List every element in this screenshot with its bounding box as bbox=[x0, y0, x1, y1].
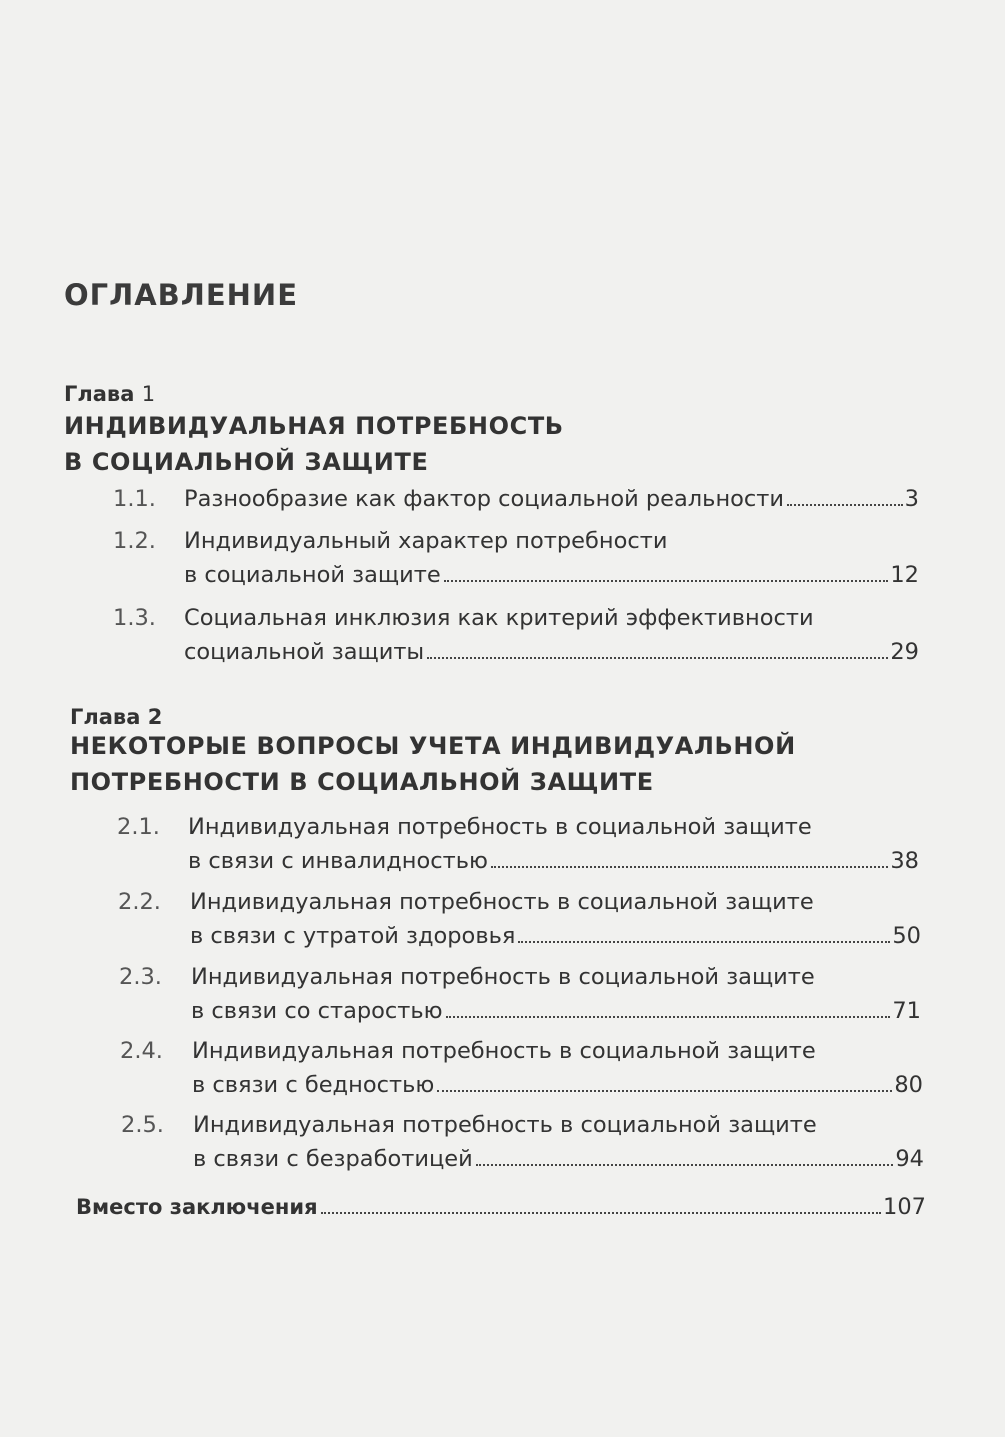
chapter-title-line: ПОТРЕБНОСТИ В СОЦИАЛЬНОЙ ЗАЩИТЕ bbox=[70, 768, 654, 796]
entry-page-number: 80 bbox=[894, 1072, 923, 1098]
entry-page-number: 3 bbox=[904, 486, 919, 512]
chapter-2-label bbox=[70, 705, 162, 729]
entry-title-continued: в связи с безработицей bbox=[193, 1146, 473, 1172]
chapter-1-label bbox=[64, 382, 155, 406]
dot-leader bbox=[437, 1089, 892, 1092]
toc-entry[interactable] bbox=[120, 1034, 923, 1102]
dot-leader bbox=[476, 1163, 894, 1166]
entry-title: Индивидуальная потребность в социальной защите bbox=[193, 1112, 817, 1138]
chapter-1-title bbox=[64, 408, 564, 480]
dot-leader bbox=[446, 1015, 891, 1018]
conclusion-page-number: 107 bbox=[883, 1194, 926, 1220]
entry-page-number: 38 bbox=[890, 848, 919, 874]
chapter-title-line: В СОЦИАЛЬНОЙ ЗАЩИТЕ bbox=[64, 448, 429, 476]
chapter-title-line: ИНДИВИДУАЛЬНАЯ ПОТРЕБНОСТЬ bbox=[64, 412, 564, 440]
entry-number: 2.5. bbox=[121, 1112, 164, 1138]
dot-leader bbox=[518, 940, 890, 943]
entry-title-continued: в связи с инвалидностью bbox=[188, 848, 488, 874]
entry-title: Разнообразие как фактор социальной реальности bbox=[184, 486, 785, 512]
entry-page-number: 12 bbox=[890, 562, 919, 588]
entry-title: Социальная инклюзия как критерий эффективности bbox=[184, 605, 814, 631]
entry-title: Индивидуальная потребность в социальной защите bbox=[188, 814, 812, 840]
entry-title-continued: в связи с бедностью bbox=[192, 1072, 435, 1098]
entry-title-continued: в социальной защите bbox=[184, 562, 441, 588]
entry-page-number: 71 bbox=[892, 998, 921, 1024]
entry-page-number: 50 bbox=[892, 923, 921, 949]
toc-entry[interactable] bbox=[117, 810, 919, 878]
entry-page-number: 29 bbox=[890, 639, 919, 665]
toc-entry[interactable] bbox=[121, 1108, 924, 1176]
dot-leader bbox=[491, 865, 888, 868]
entry-title-continued: в связи со старостью bbox=[191, 998, 443, 1024]
entry-title: Индивидуальная потребность в социальной защите bbox=[190, 889, 814, 915]
chapter-title-line: НЕКОТОРЫЕ ВОПРОСЫ УЧЕТА ИНДИВИДУАЛЬНОЙ bbox=[70, 732, 796, 760]
chapter-2-title bbox=[70, 728, 796, 800]
entry-title: Индивидуальная потребность в социальной защите bbox=[191, 964, 815, 990]
dot-leader bbox=[427, 656, 888, 659]
entry-number: 2.3. bbox=[119, 964, 162, 990]
chapter-label-word: Глава bbox=[64, 382, 135, 406]
dot-leader bbox=[444, 579, 889, 582]
entry-number: 2.4. bbox=[120, 1038, 163, 1064]
toc-entry[interactable] bbox=[113, 601, 919, 669]
entry-number: 1.3. bbox=[113, 605, 156, 631]
toc-title: ОГЛАВЛЕНИЕ bbox=[64, 278, 299, 312]
entry-number: 1.1. bbox=[113, 486, 156, 512]
toc-entry[interactable] bbox=[118, 885, 921, 953]
toc-entry[interactable] bbox=[119, 960, 921, 1028]
conclusion-label: Вместо заключения bbox=[76, 1195, 318, 1219]
toc-entry[interactable] bbox=[113, 524, 919, 592]
entry-title-continued: социальной защиты bbox=[184, 639, 425, 665]
entry-title: Индивидуальный характер потребности bbox=[184, 528, 668, 554]
dot-leader bbox=[321, 1211, 881, 1214]
entry-number: 2.1. bbox=[117, 814, 160, 840]
chapter-label-number: 2 bbox=[147, 705, 163, 729]
entry-number: 2.2. bbox=[118, 889, 161, 915]
toc-entry-conclusion[interactable] bbox=[76, 1190, 926, 1224]
dot-leader bbox=[787, 503, 903, 506]
chapter-label-number: 1 bbox=[141, 382, 156, 406]
entry-number: 1.2. bbox=[113, 528, 156, 554]
entry-page-number: 94 bbox=[895, 1146, 924, 1172]
entry-title-continued: в связи с утратой здоровья bbox=[190, 923, 516, 949]
chapter-label-word: Глава bbox=[70, 705, 141, 729]
toc-entry[interactable] bbox=[113, 482, 919, 516]
entry-title: Индивидуальная потребность в социальной защите bbox=[192, 1038, 816, 1064]
